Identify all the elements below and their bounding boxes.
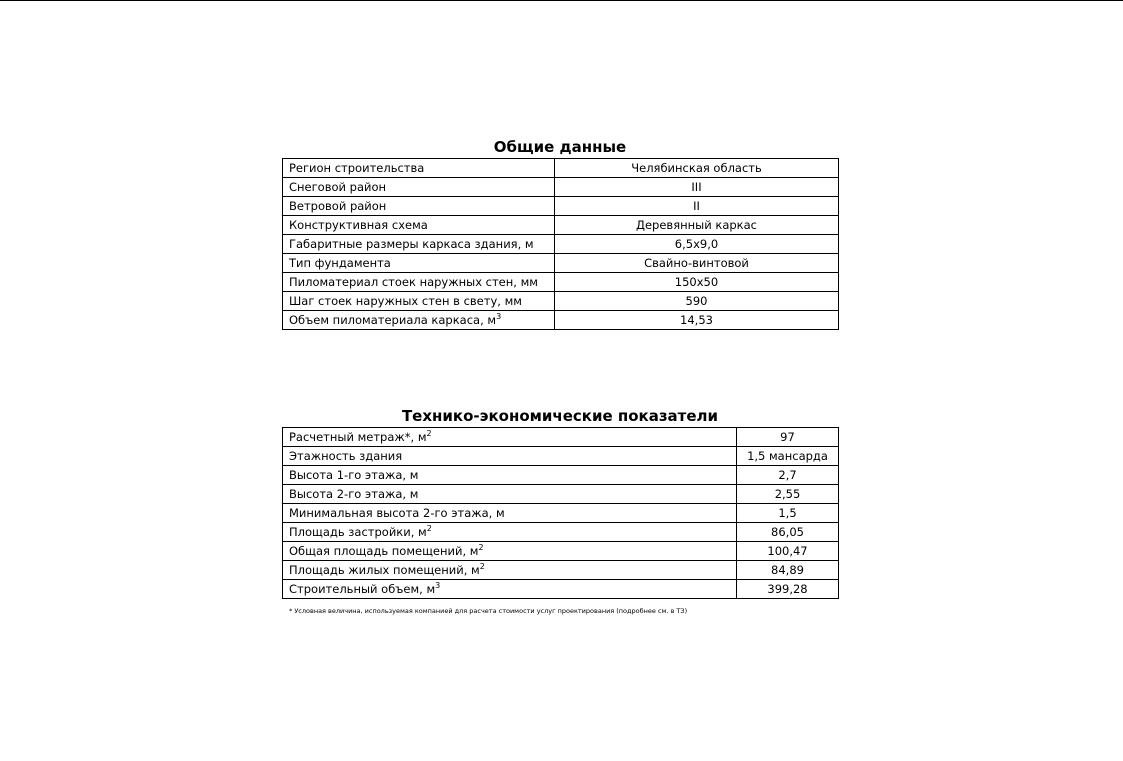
row-label-text: Ветровой район bbox=[289, 199, 387, 213]
tep-row bbox=[283, 542, 839, 561]
tep-row-value: 86,05 bbox=[737, 523, 839, 542]
general-data-row-label bbox=[283, 235, 555, 254]
row-label-text: Объем пиломатериала каркаса, м bbox=[289, 313, 497, 327]
row-label-text: Пиломатериал стоек наружных стен, мм bbox=[289, 275, 538, 289]
general-data-row bbox=[283, 311, 839, 330]
tep-row-label bbox=[283, 466, 737, 485]
tep-row-value: 1,5 bbox=[737, 504, 839, 523]
general-data-row bbox=[283, 273, 839, 292]
general-data-row bbox=[283, 159, 839, 178]
tep-row bbox=[283, 580, 839, 599]
row-label-text: Тип фундамента bbox=[289, 256, 391, 270]
unit-exponent: 2 bbox=[479, 562, 485, 572]
row-label-text: Снеговой район bbox=[289, 180, 387, 194]
general-data-row bbox=[283, 254, 839, 273]
general-data-row-value: Деревянный каркас bbox=[555, 216, 839, 235]
general-data-row-label bbox=[283, 197, 555, 216]
row-label-text: Шаг стоек наружных стен в свету, мм bbox=[289, 294, 522, 308]
general-data-row-value: 14,53 bbox=[555, 311, 839, 330]
general-data-row-value: Челябинская область bbox=[555, 159, 839, 178]
tep-row-value: 2,55 bbox=[737, 485, 839, 504]
tep-row-label bbox=[283, 542, 737, 561]
row-label-text: Габаритные размеры каркаса здания, м bbox=[289, 237, 534, 251]
general-data-row-value: 150х50 bbox=[555, 273, 839, 292]
unit-exponent: 2 bbox=[478, 543, 484, 553]
row-label-text: Конструктивная схема bbox=[289, 218, 428, 232]
tep-row bbox=[283, 485, 839, 504]
general-data-row-value: Свайно-винтовой bbox=[555, 254, 839, 273]
tep-table bbox=[282, 427, 839, 599]
general-data-row bbox=[283, 216, 839, 235]
general-data-title: Общие данные bbox=[493, 138, 627, 156]
general-data-row-value: III bbox=[555, 178, 839, 197]
row-label-text: Расчетный метраж*, м bbox=[289, 430, 427, 444]
row-label-text: Регион строительства bbox=[289, 161, 425, 175]
tep-row bbox=[283, 523, 839, 542]
tep-row-label bbox=[283, 504, 737, 523]
general-data-row-value: 590 bbox=[555, 292, 839, 311]
general-data-row bbox=[283, 197, 839, 216]
tep-row bbox=[283, 504, 839, 523]
general-data-row-label bbox=[283, 311, 555, 330]
tep-row-label bbox=[283, 485, 737, 504]
general-data-row bbox=[283, 178, 839, 197]
tep-footnote: * Условная величина, используемая компанией для расчета стоимости услуг проектирования (подробнее см. в ТЗ) bbox=[289, 607, 688, 615]
tep-row-label bbox=[283, 428, 737, 447]
unit-exponent: 3 bbox=[496, 312, 502, 322]
row-label-text: Этажность здания bbox=[289, 449, 403, 463]
row-label-text: Минимальная высота 2-го этажа, м bbox=[289, 506, 505, 520]
general-data-row-label bbox=[283, 273, 555, 292]
tep-row-label bbox=[283, 561, 737, 580]
row-label-text: Площадь застройки, м bbox=[289, 525, 427, 539]
tep-row-value: 97 bbox=[737, 428, 839, 447]
tep-row bbox=[283, 466, 839, 485]
general-data-row-label bbox=[283, 159, 555, 178]
tep-row-label bbox=[283, 580, 737, 599]
general-data-row-value: 6,5х9,0 bbox=[555, 235, 839, 254]
tep-row-value: 399,28 bbox=[737, 580, 839, 599]
tep-row-value: 100,47 bbox=[737, 542, 839, 561]
unit-exponent: 2 bbox=[426, 429, 432, 439]
tep-row bbox=[283, 447, 839, 466]
general-data-row bbox=[283, 292, 839, 311]
general-data-row-label bbox=[283, 254, 555, 273]
tep-row-value: 2,7 bbox=[737, 466, 839, 485]
general-data-row-value: II bbox=[555, 197, 839, 216]
row-label-text: Строительный объем, м bbox=[289, 582, 436, 596]
tep-row-label bbox=[283, 447, 737, 466]
general-data-row-label bbox=[283, 216, 555, 235]
general-data-row-label bbox=[283, 178, 555, 197]
general-data-row-label bbox=[283, 292, 555, 311]
tep-title: Технико-экономические показатели bbox=[401, 407, 719, 425]
row-label-text: Высота 1-го этажа, м bbox=[289, 468, 419, 482]
tep-row-value: 84,89 bbox=[737, 561, 839, 580]
row-label-text: Высота 2-го этажа, м bbox=[289, 487, 419, 501]
tep-row-value: 1,5 мансарда bbox=[737, 447, 839, 466]
general-data-row bbox=[283, 235, 839, 254]
unit-exponent: 2 bbox=[426, 524, 432, 534]
row-label-text: Площадь жилых помещений, м bbox=[289, 563, 480, 577]
general-data-table bbox=[282, 158, 839, 330]
unit-exponent: 3 bbox=[435, 581, 441, 591]
tep-row bbox=[283, 428, 839, 447]
row-label-text: Общая площадь помещений, м bbox=[289, 544, 479, 558]
tep-row bbox=[283, 561, 839, 580]
tep-row-label bbox=[283, 523, 737, 542]
